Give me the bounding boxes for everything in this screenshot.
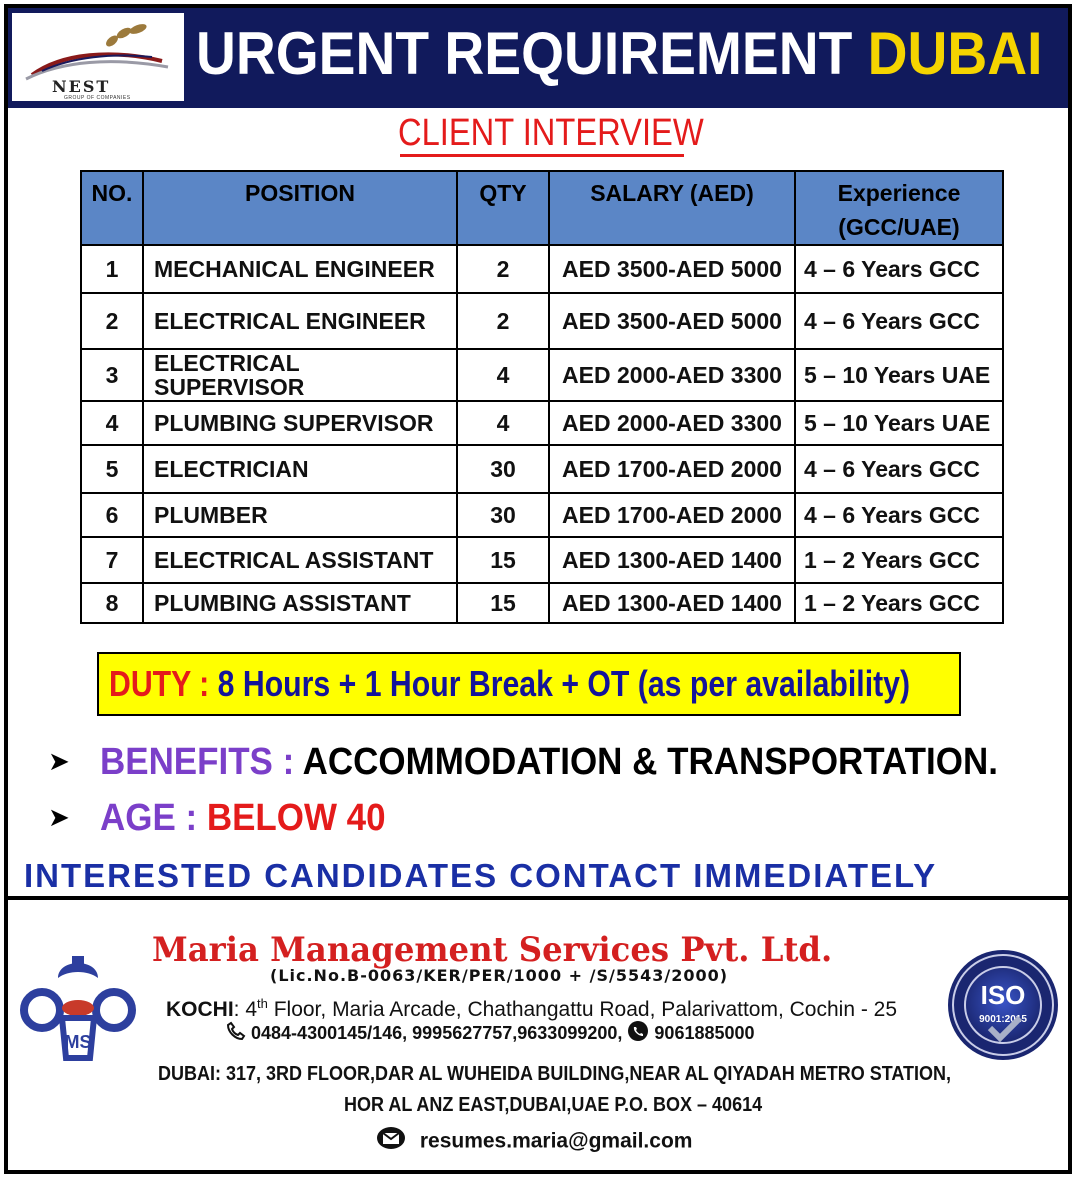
cell-no: 2: [81, 293, 143, 349]
cell-experience: 1 – 2 Years GCC: [795, 583, 1003, 623]
dubai-address-line1: [158, 1060, 951, 1088]
company-logo: [12, 13, 184, 101]
cell-qty: 30: [457, 493, 549, 537]
page-title: [196, 14, 1042, 94]
cell-salary: AED 3500-AED 5000: [549, 245, 795, 293]
email-address: resumes.maria@gmail.com: [419, 1129, 693, 1153]
cell-position: PLUMBING ASSISTANT: [143, 583, 457, 623]
phone-numbers: 0484-4300145/146, 9995627757,9633099200,: [251, 1022, 623, 1043]
cell-experience: 5 – 10 Years UAE: [795, 401, 1003, 445]
cell-experience: 4 – 6 Years GCC: [795, 493, 1003, 537]
kochi-address-post: Floor, Maria Arcade, Chathangattu Road, Palarivattom, Cochin - 25: [267, 998, 898, 1021]
cell-experience: 1 – 2 Years GCC: [795, 537, 1003, 583]
cell-no: 8: [81, 583, 143, 623]
cell-position: ELECTRICAL ASSISTANT: [143, 537, 457, 583]
cell-salary: AED 2000-AED 3300: [549, 349, 795, 401]
cell-qty: 30: [457, 445, 549, 493]
table-row: [81, 401, 1003, 445]
cell-salary: AED 1700-AED 2000: [549, 445, 795, 493]
logo-text: NEST: [52, 77, 111, 96]
benefits-value: ACCOMMODATION & TRANSPORTATION.: [302, 741, 998, 783]
cell-qty: 4: [457, 401, 549, 445]
table-row: [81, 493, 1003, 537]
phone-icon: [226, 1021, 246, 1047]
cell-experience: 4 – 6 Years GCC: [795, 245, 1003, 293]
whatsapp-number: 9061885000: [654, 1022, 755, 1043]
cell-qty: 2: [457, 245, 549, 293]
client-interview-heading: CLIENT INTERVIEW: [398, 112, 704, 154]
cell-qty: 15: [457, 537, 549, 583]
cell-position: ELECTRICIAN: [143, 445, 457, 493]
kochi-label: KOCHI: [166, 998, 234, 1021]
iso-number: 9001:2015: [979, 1014, 1027, 1025]
cell-experience: 5 – 10 Years UAE: [795, 349, 1003, 401]
title-main: URGENT REQUIREMENT: [196, 20, 853, 87]
dubai-label: DUBAI: [158, 1063, 216, 1085]
cell-experience: 4 – 6 Years GCC: [795, 293, 1003, 349]
dubai-address-line2: HOR AL ANZ EAST,DUBAI,UAE P.O. BOX – 40614: [344, 1094, 763, 1116]
title-location: DUBAI: [867, 20, 1043, 87]
cell-no: 6: [81, 493, 143, 537]
table-row: [81, 445, 1003, 493]
cell-position: ELECTRICAL ENGINEER: [143, 293, 457, 349]
email-icon: [376, 1126, 406, 1158]
header-salary: SALARY (AED): [549, 171, 795, 245]
kochi-address-pre: : 4: [233, 998, 258, 1021]
header-no: NO.: [81, 171, 143, 245]
section-divider: [8, 896, 1068, 900]
header-experience-line1: Experience: [837, 180, 961, 206]
heading-underline: [400, 154, 684, 157]
cell-salary: AED 3500-AED 5000: [549, 293, 795, 349]
cell-qty: 2: [457, 293, 549, 349]
duty-value: 8 Hours + 1 Hour Break + OT (as per availability): [217, 663, 911, 704]
whatsapp-icon: [627, 1020, 649, 1048]
arrow-bullet-icon: ➤: [48, 746, 70, 776]
table-row: [81, 537, 1003, 583]
cell-salary: AED 1300-AED 1400: [549, 537, 795, 583]
cell-salary: AED 1300-AED 1400: [549, 583, 795, 623]
call-to-action: INTERESTED CANDIDATES CONTACT IMMEDIATELY: [24, 857, 938, 894]
cell-no: 5: [81, 445, 143, 493]
table-header-row: [81, 171, 1003, 245]
header-position: POSITION: [143, 171, 457, 245]
duty-box: [97, 652, 961, 716]
iso-text: ISO: [980, 980, 1026, 1010]
header-experience: [795, 171, 1003, 245]
table-row: [81, 349, 1003, 401]
phone-line: [226, 1020, 755, 1048]
cell-no: 7: [81, 537, 143, 583]
license-number: (Lic.No.B-0063/KER/PER/1000 + /S/5543/2000): [270, 966, 729, 985]
email-line: [376, 1126, 692, 1158]
logo-subtext: GROUP OF COMPANIES: [64, 95, 131, 101]
mms-logo-icon: [18, 948, 138, 1066]
header-experience-line2: (GCC/UAE): [838, 214, 960, 240]
arrow-bullet-icon: ➤: [48, 802, 70, 832]
age-line: [100, 794, 386, 842]
dubai-address-text: : 317, 3RD FLOOR,DAR AL WUHEIDA BUILDING,NEAR AL QIYADAH METRO STATION,: [215, 1063, 952, 1085]
header-qty: QTY: [457, 171, 549, 245]
age-label: AGE :: [100, 797, 207, 839]
age-value: BELOW 40: [206, 797, 386, 839]
cell-position: PLUMBING SUPERVISOR: [143, 401, 457, 445]
benefits-line: [100, 738, 998, 786]
table-row: [81, 245, 1003, 293]
benefits-label: BENEFITS :: [100, 741, 303, 783]
company-name: Maria Management Services Pvt. Ltd.: [152, 930, 833, 970]
cell-no: 1: [81, 245, 143, 293]
job-table: [80, 170, 1004, 624]
cell-position: MECHANICAL ENGINEER: [143, 245, 457, 293]
duty-label: DUTY :: [109, 663, 218, 704]
table-row: [81, 583, 1003, 623]
cell-no: 3: [81, 349, 143, 401]
kochi-address: [166, 990, 897, 1024]
cell-salary: AED 2000-AED 3300: [549, 401, 795, 445]
svg-text:MS: MS: [64, 1032, 92, 1052]
iso-certification-badge: [946, 944, 1060, 1066]
cell-experience: 4 – 6 Years GCC: [795, 445, 1003, 493]
cell-position: ELECTRICAL SUPERVISOR: [143, 349, 457, 401]
cell-salary: AED 1700-AED 2000: [549, 493, 795, 537]
table-row: [81, 293, 1003, 349]
kochi-address-sup: th: [257, 996, 268, 1011]
cell-no: 4: [81, 401, 143, 445]
cell-position: PLUMBER: [143, 493, 457, 537]
cell-qty: 4: [457, 349, 549, 401]
cell-qty: 15: [457, 583, 549, 623]
